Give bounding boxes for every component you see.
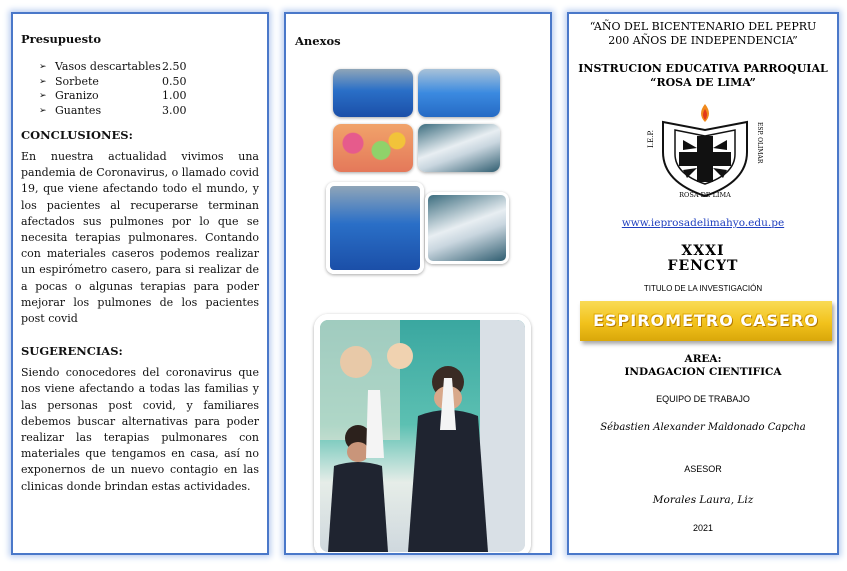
photo-straws xyxy=(418,69,500,117)
budget-item-price: 3.00 xyxy=(162,103,187,117)
conclusions-title: CONCLUSIONES: xyxy=(21,128,133,142)
area-label: AREA: xyxy=(684,353,722,365)
school-name-line2: “ROSA DE LIMA” xyxy=(650,76,756,89)
arrow-bullet-icon: ➢ xyxy=(39,105,47,116)
logo-bottom-text: ROSA DE LIMA xyxy=(679,191,731,199)
photo-cups-assembled xyxy=(326,182,424,274)
event-edition: XXXI xyxy=(681,243,725,259)
school-name-line1: INSTRUCION EDUCATIVA PARROQUIAL xyxy=(578,62,828,75)
left-panel xyxy=(11,12,269,555)
school-website-link[interactable]: www.ieprosadelimahyo.edu.pe xyxy=(621,217,785,229)
event-name: FENCYT xyxy=(667,258,739,274)
team-label: EQUIPO DE TRABAJO xyxy=(656,394,750,404)
list-item xyxy=(39,89,259,104)
budget-item-price: 0.50 xyxy=(162,74,187,88)
budget-item-name: Vasos descartables xyxy=(55,60,161,73)
logo-left-text: I.E.P. xyxy=(647,130,655,148)
budget-list xyxy=(39,60,259,118)
photo-children-with-spirometers xyxy=(314,314,531,555)
photo-candy xyxy=(333,124,413,172)
list-item xyxy=(39,104,259,119)
budget-item-name: Guantes xyxy=(55,103,102,117)
school-logo xyxy=(647,100,763,200)
area-value: INDAGACION CIENTIFICA xyxy=(624,366,782,378)
children-illustration xyxy=(320,320,525,552)
team-member-name: Sébastien Alexander Maldonado Capcha xyxy=(600,422,806,433)
suggestions-text: Siendo conocedores del coronavirus que nos viene afectando a todas las familias y las personas post covid, y familiares debemos buscar alternativas para poder realizar las terapias pulmonares con materiales que tengamos en casa, así no exponernos de un nuevo contagio en las clinicas donde brindan estas actividades. xyxy=(21,366,259,493)
research-title-label: TITULO DE LA INVESTIGACIÓN xyxy=(643,284,763,293)
school-crest-icon xyxy=(653,100,757,200)
project-title: ESPIROMETRO CASERO xyxy=(593,311,819,330)
annex-title: Anexos xyxy=(295,34,341,48)
middle-panel xyxy=(284,12,552,555)
photo-cups-blue xyxy=(333,69,413,117)
arrow-bullet-icon: ➢ xyxy=(39,91,47,101)
conclusions-text: En nuestra actualidad vivimos una pandemia de Coronavirus, o llamado covid 19, que viene afectando todo el mundo, y los pacientes al recuperarse terminan afectados sus pulmones por lo que se necesita terapias pulmonares. Contando con materiales caseros podemos realizar un espirómetro casero, para si realizar de a pocas o algunas terapias para poder mejorar los pulmones de los pacientes post covid xyxy=(21,150,259,326)
list-item xyxy=(39,75,259,90)
arrow-bullet-icon: ➢ xyxy=(39,76,47,87)
publication-year: 2021 xyxy=(692,523,714,533)
advisor-label: ASESOR xyxy=(684,464,722,474)
list-item xyxy=(39,60,259,75)
project-title-banner xyxy=(580,301,832,341)
year-motto-line2: 200 AÑOS DE INDEPENDENCIA” xyxy=(608,34,798,47)
suggestions-title: SUGERENCIAS: xyxy=(21,344,123,359)
budget-item-price: 1.00 xyxy=(162,89,187,102)
arrow-bullet-icon: ➢ xyxy=(39,62,47,72)
year-motto-line1: “AÑO DEL BICENTENARIO DEL PEPRU xyxy=(589,20,817,33)
photo-spirometer-detail xyxy=(425,192,509,264)
budget-title: Presupuesto xyxy=(21,32,102,46)
photo-glove xyxy=(418,124,500,172)
advisor-name: Morales Laura, Liz xyxy=(652,494,754,506)
budget-item-price: 2.50 xyxy=(162,60,187,73)
logo-right-text: ESP. OLIMAR xyxy=(756,122,763,164)
budget-item-name: Granizo xyxy=(55,89,99,102)
budget-item-name: Sorbete xyxy=(55,74,99,88)
right-panel xyxy=(567,12,839,555)
